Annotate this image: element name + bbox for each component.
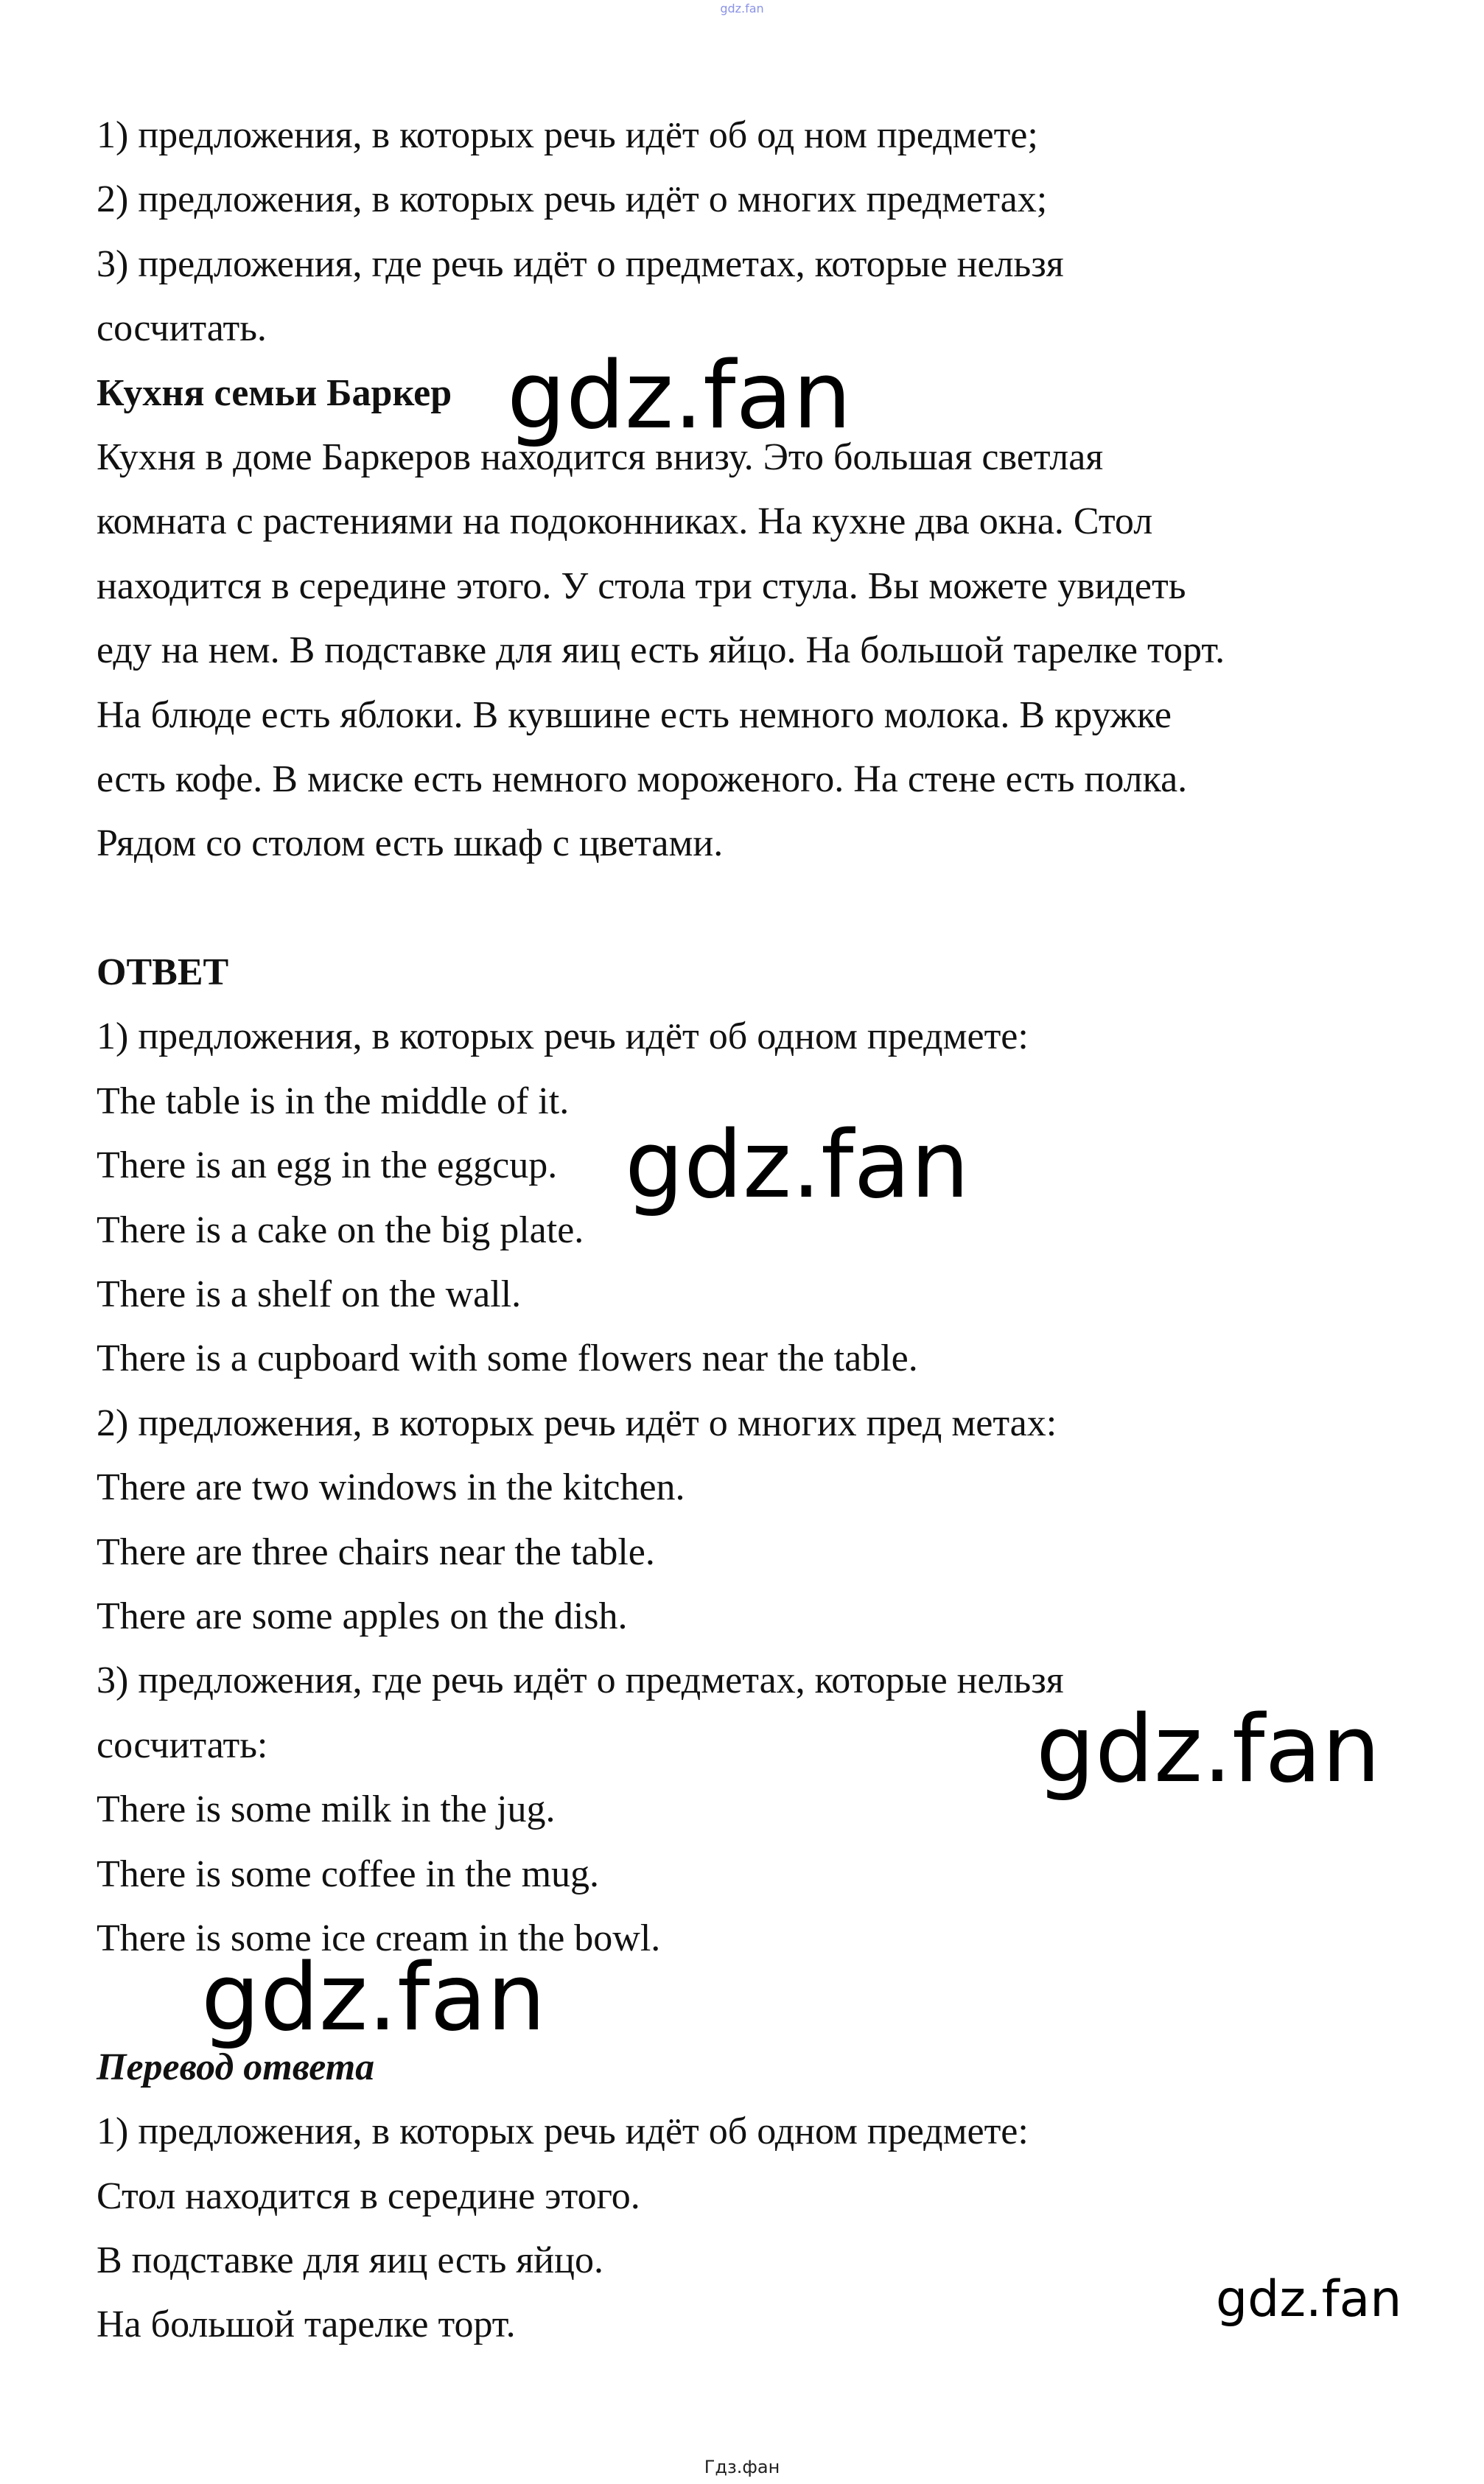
footer-text: Гдз.фан (704, 2457, 780, 2477)
intro-list (97, 103, 1423, 361)
text-line: комната с растениями на подоконниках. На кухне два окна. Стол (97, 500, 1153, 543)
answer-line: There is some ice cream in the bowl. (97, 1917, 661, 1959)
watermark: gdz.fan (625, 1110, 970, 1219)
text-line: находится в середине этого. У стола три стула. Вы можете увидеть (97, 564, 1186, 607)
text-line: На блюде есть яблоки. В кувшине есть немного молока. В кружке (97, 693, 1172, 736)
watermark: gdz.fan (507, 341, 852, 449)
translation-line: 1) предложения, в которых речь идёт об одном предмете: (97, 2110, 1029, 2153)
answer-line: There is some coffee in the mug. (97, 1852, 600, 1895)
header-mark: gdz.fan (720, 1, 764, 15)
intro-item-3: 3) предложения, где речь идёт о предметах, которые нельзя (97, 242, 1064, 285)
intro-item-3-cont: сосчитать. (97, 307, 267, 350)
answer-line: 2) предложения, в которых речь идёт о многих пред метах: (97, 1402, 1057, 1444)
answer-line: There are some apples on the dish. (97, 1595, 628, 1637)
text-line: Кухня в доме Баркеров находится внизу. Это большая светлая (97, 435, 1104, 478)
text-line: еду на нем. В подставке для яиц есть яйцо. На большой тарелке торт. (97, 629, 1225, 672)
answer-line: сосчитать: (97, 1724, 268, 1766)
answer-line: There is some milk in the jug. (97, 1788, 556, 1831)
translation-heading: Перевод ответа (97, 2046, 375, 2088)
section-gap (97, 876, 1423, 940)
text-line: Рядом со столом есть шкаф с цветами. (97, 822, 724, 865)
answer-line: There is an egg in the eggcup. (97, 1144, 558, 1187)
text-line: есть кофе. В миске есть немного мороженого. На стене есть полка. (97, 758, 1188, 800)
translation-line: Стол находится в середине этого. (97, 2175, 640, 2217)
text-title: Кухня семьи Баркер (97, 371, 452, 414)
answer-line: There is a cupboard with some flowers near the table. (97, 1337, 918, 1380)
answer-line: The table is in the middle of it. (97, 1080, 570, 1122)
answer-section (97, 940, 1423, 1970)
answer-line: There are two windows in the kitchen. (97, 1466, 685, 1509)
answer-line: There is a shelf on the wall. (97, 1273, 522, 1316)
answer-line: There is a cake on the big plate. (97, 1208, 584, 1251)
watermark: gdz.fan (1036, 1695, 1381, 1803)
translation-line: На большой тарелке торт. (97, 2303, 516, 2346)
answer-heading: ОТВЕТ (97, 951, 229, 994)
answer-line: There are three chairs near the table. (97, 1530, 655, 1573)
watermark: gdz.fan (201, 1943, 546, 2051)
translation-line: В подставке для яиц есть яйцо. (97, 2239, 603, 2281)
watermark: gdz.fan (1216, 2270, 1402, 2329)
answer-line: 1) предложения, в которых речь идёт об одном предмете: (97, 1015, 1029, 1058)
intro-item-1: 1) предложения, в которых речь идёт об од ном предмете; (97, 114, 1038, 156)
intro-item-2: 2) предложения, в которых речь идёт о многих предметах; (97, 178, 1048, 221)
answer-line: 3) предложения, где речь идёт о предметах, которые нельзя (97, 1659, 1064, 1702)
